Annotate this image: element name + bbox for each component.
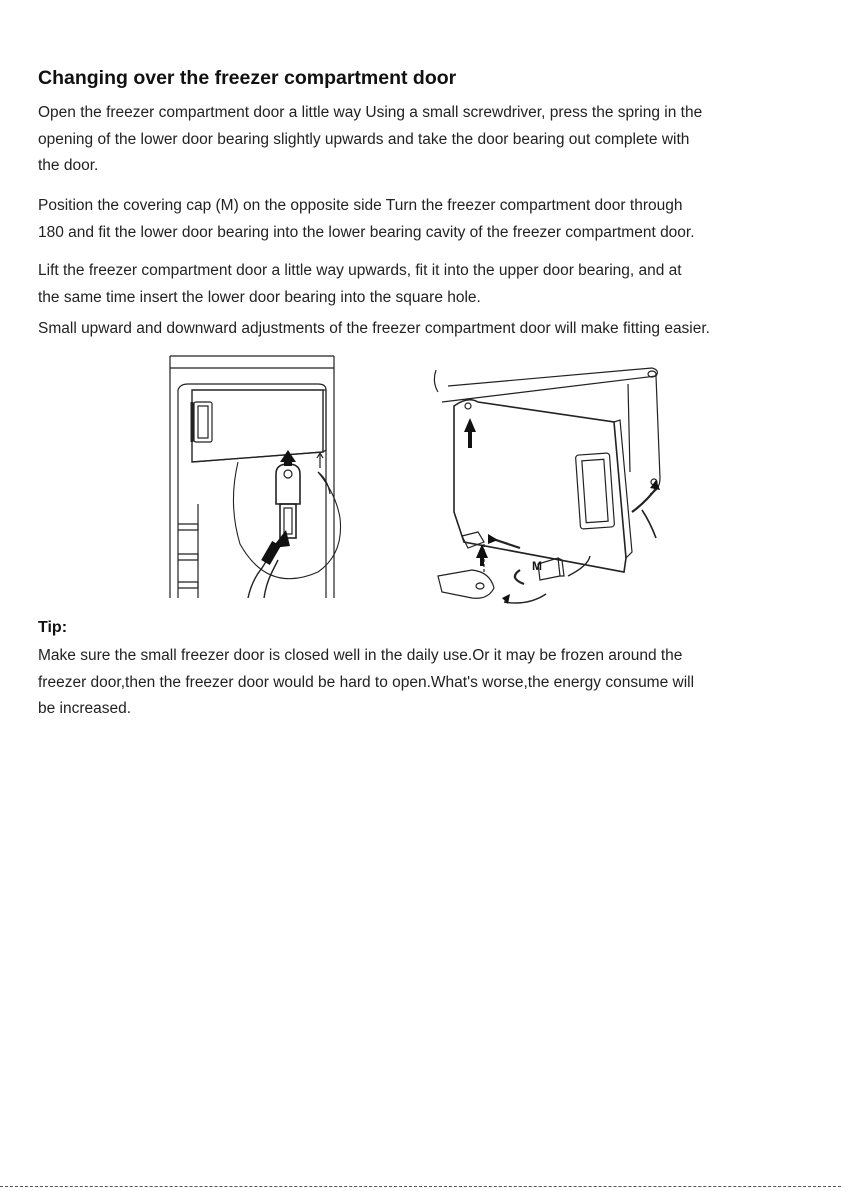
instruction-paragraph <box>38 193 828 246</box>
tip-heading: Tip: <box>38 619 68 636</box>
cap-label: M <box>532 559 542 573</box>
paragraph-line: Lift the freezer compartment door a little way upwards, fit it into the upper door bearing, and at <box>38 262 682 279</box>
paragraph-line: Small upward and downward adjustments of the freezer compartment door will make fitting easier. <box>38 320 710 337</box>
paragraph-line: opening of the lower door bearing slightly upwards and take the door bearing out complete with <box>38 130 690 148</box>
page-bottom-rule <box>0 1186 841 1187</box>
paragraph-line: Position the covering cap (M) on the opposite side Turn the freezer compartment door through <box>38 197 683 214</box>
door-refit-illustration <box>428 362 678 607</box>
instruction-paragraph <box>38 100 828 180</box>
instruction-paragraph <box>38 258 828 311</box>
tip-line: freezer door,then the freezer door would be hard to open.What's worse,the energy consume will <box>38 673 695 691</box>
door-bearing-removal-illustration <box>168 354 342 600</box>
tip-line: be increased. <box>38 700 132 717</box>
paragraph-line: 180 and fit the lower door bearing into the lower bearing cavity of the freezer compartment door. <box>38 223 695 241</box>
tip-line: Make sure the small freezer door is closed well in the daily use.Or it may be frozen around the <box>38 647 683 664</box>
section-heading: Changing over the freezer compartment door <box>38 67 457 89</box>
paragraph-line: the door. <box>38 157 99 174</box>
tip-paragraph <box>38 643 828 723</box>
paragraph-line: the same time insert the lower door bearing into the square hole. <box>38 288 481 306</box>
paragraph-line: Open the freezer compartment door a little way Using a small screwdriver, press the spring in the <box>38 104 703 121</box>
instruction-paragraph <box>38 316 828 343</box>
